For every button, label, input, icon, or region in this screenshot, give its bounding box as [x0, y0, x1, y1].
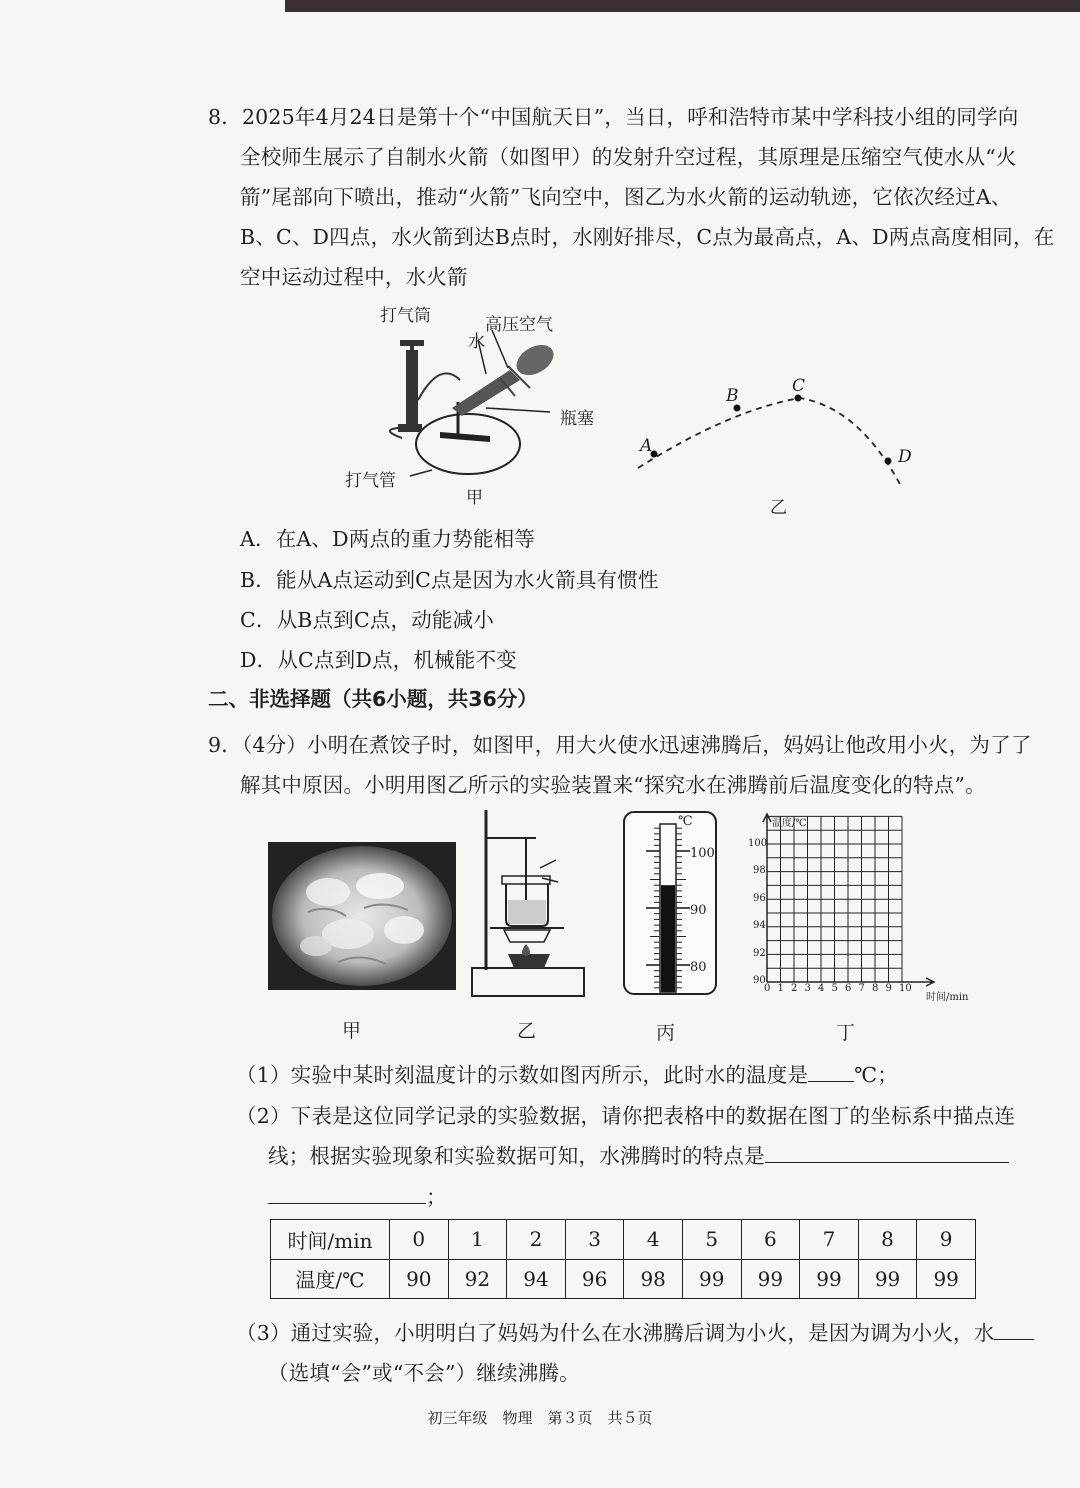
x-tick-label: 8	[872, 983, 879, 994]
page-footer: 初三年级 物理 第３页 共５页	[427, 1409, 653, 1427]
answer-blank-2a[interactable]	[765, 1144, 1009, 1163]
table-header-time: 时间/min	[271, 1220, 390, 1260]
table-cell: 96	[565, 1259, 624, 1299]
table-cell: 98	[624, 1259, 683, 1299]
sub2-line-3	[268, 1180, 447, 1210]
graph-xlabel: 时间/min	[926, 992, 969, 1003]
point-c: C	[792, 376, 806, 396]
sub3-text: （3）通过实验，小明明白了妈妈为什么在水沸腾后调为小火，是因为调为小火，水	[236, 1321, 995, 1345]
table-cell: 4	[624, 1220, 683, 1260]
table-cell: 0	[390, 1220, 449, 1260]
thermometer-unit: ℃	[678, 814, 693, 829]
table-cell: 9	[917, 1220, 976, 1260]
q8-line-1: 8．2025年4月24日是第十个“中国航天日”，当日，呼和浩特市某中学科技小组的同学向	[208, 105, 1019, 129]
q9-line-2: 解其中原因。小明用图乙所示的实验装置来“探究水在沸腾前后温度变化的特点”。	[240, 773, 986, 797]
option-d: D．从C点到D点，机械能不变	[240, 648, 517, 672]
trajectory-figure	[630, 380, 930, 500]
x-tick-label: 2	[791, 983, 798, 994]
x-tick-label: 7	[858, 983, 865, 994]
x-tick-label: 0	[764, 983, 771, 994]
scan-top-edge	[285, 0, 1080, 12]
table-cell: 99	[682, 1259, 741, 1299]
figure-label-yi-9: 乙	[517, 1020, 537, 1042]
sub-question-3	[236, 1316, 1034, 1346]
y-tick-94: 94	[753, 920, 766, 931]
figure-label-ding: 丁	[836, 1022, 856, 1044]
q9-line-1: 9．（4分）小明在煮饺子时，如图甲，用大火使水迅速沸腾后，妈妈让他改用小火，为了了	[208, 733, 1032, 757]
label-high-pressure-air: 高压空气	[485, 315, 553, 335]
q8-line-2: 全校师生展示了自制水火箭（如图甲）的发射升空过程，其原理是压缩空气使水从“火	[240, 145, 1017, 169]
option-c: C．从B点到C点，动能减小	[240, 608, 495, 632]
option-b: B．能从A点运动到C点是因为水火箭具有惯性	[240, 568, 659, 592]
x-tick-label: 5	[831, 983, 838, 994]
table-cell: 1	[448, 1220, 507, 1260]
table-cell: 7	[800, 1220, 859, 1260]
answer-blank-1[interactable]	[808, 1063, 854, 1082]
point-b: B	[726, 386, 739, 406]
graph-ylabel: 温度/℃	[772, 818, 807, 829]
y-tick-92: 92	[753, 948, 766, 959]
table-header-temperature: 温度/℃	[271, 1259, 390, 1299]
sub-question-2	[268, 1139, 1009, 1169]
thermometer-label-80: 80	[690, 960, 707, 975]
thermometer-label-90: 90	[690, 903, 707, 918]
y-tick-90: 90	[753, 975, 766, 986]
table-cell: 94	[507, 1259, 566, 1299]
table-cell: 5	[682, 1220, 741, 1260]
y-tick-100: 100	[748, 838, 768, 849]
x-tick-label: 4	[818, 983, 825, 994]
figure-label-bing: 丙	[656, 1022, 676, 1044]
table-cell: 99	[741, 1259, 800, 1299]
dumpling-photo	[268, 842, 456, 990]
table-cell: 92	[448, 1259, 507, 1299]
label-pump: 打气筒	[380, 306, 431, 326]
temperature-graph	[744, 810, 984, 1005]
x-tick-label: 3	[804, 983, 811, 994]
label-stopper: 瓶塞	[560, 409, 594, 429]
q8-line-5: 空中运动过程中，水火箭	[240, 265, 468, 289]
sub2-line-1: （2）下表是这位同学记录的实验数据，请你把表格中的数据在图丁的坐标系中描点连	[236, 1104, 1016, 1128]
table-row-time	[271, 1220, 976, 1260]
option-a: A．在A、D两点的重力势能相等	[240, 527, 536, 551]
table-cell: 90	[390, 1259, 449, 1299]
sub1-unit: ℃；	[854, 1063, 898, 1087]
sub2-text: 线；根据实验现象和实验数据可知，水沸腾时的特点是	[268, 1144, 765, 1168]
x-tick-label: 9	[885, 983, 892, 994]
figure-label-jia: 甲	[466, 488, 483, 508]
label-pump-tube: 打气管	[345, 471, 396, 491]
y-tick-98: 98	[753, 865, 766, 876]
figure-label-yi: 乙	[770, 498, 787, 518]
table-cell: 99	[800, 1259, 859, 1299]
section-heading: 二、非选择题（共6小题，共36分）	[208, 687, 538, 711]
table-cell: 8	[858, 1220, 917, 1260]
sub3-line-2: （选填“会”或“不会”）继续沸腾。	[268, 1361, 580, 1385]
sub1-text: （1）实验中某时刻温度计的示数如图丙所示，此时水的温度是	[236, 1063, 809, 1087]
table-cell: 99	[917, 1259, 976, 1299]
y-tick-96: 96	[753, 893, 766, 904]
point-a: A	[640, 436, 653, 456]
table-cell: 99	[858, 1259, 917, 1299]
table-cell: 2	[507, 1220, 566, 1260]
x-tick-label: 6	[845, 983, 852, 994]
figure-label-jia-9: 甲	[342, 1020, 362, 1042]
q8-line-4: B、C、D四点，水火箭到达B点时，水刚好排尽，C点为最高点，A、D两点高度相同，在	[240, 225, 1055, 249]
label-water: 水	[468, 332, 485, 352]
sub-question-1	[236, 1058, 898, 1088]
table-cell: 6	[741, 1220, 800, 1260]
table-cell: 3	[565, 1220, 624, 1260]
thermometer-mercury	[661, 885, 675, 992]
graph-grid	[767, 816, 902, 982]
x-tick-label: 10	[899, 983, 912, 994]
sub2-end: ；	[426, 1185, 447, 1209]
q8-line-3: 箭”尾部向下喷出，推动“火箭”飞向空中，图乙为水火箭的运动轨迹，它依次经过A、	[240, 185, 1012, 209]
thermometer-label-100: 100	[690, 846, 715, 861]
data-table	[270, 1219, 976, 1299]
answer-blank-3[interactable]	[994, 1321, 1034, 1340]
x-tick-label: 1	[777, 983, 784, 994]
boiling-apparatus	[470, 808, 590, 1002]
table-row-temperature	[271, 1259, 976, 1299]
answer-blank-2b[interactable]	[268, 1185, 426, 1204]
point-d: D	[898, 447, 912, 467]
